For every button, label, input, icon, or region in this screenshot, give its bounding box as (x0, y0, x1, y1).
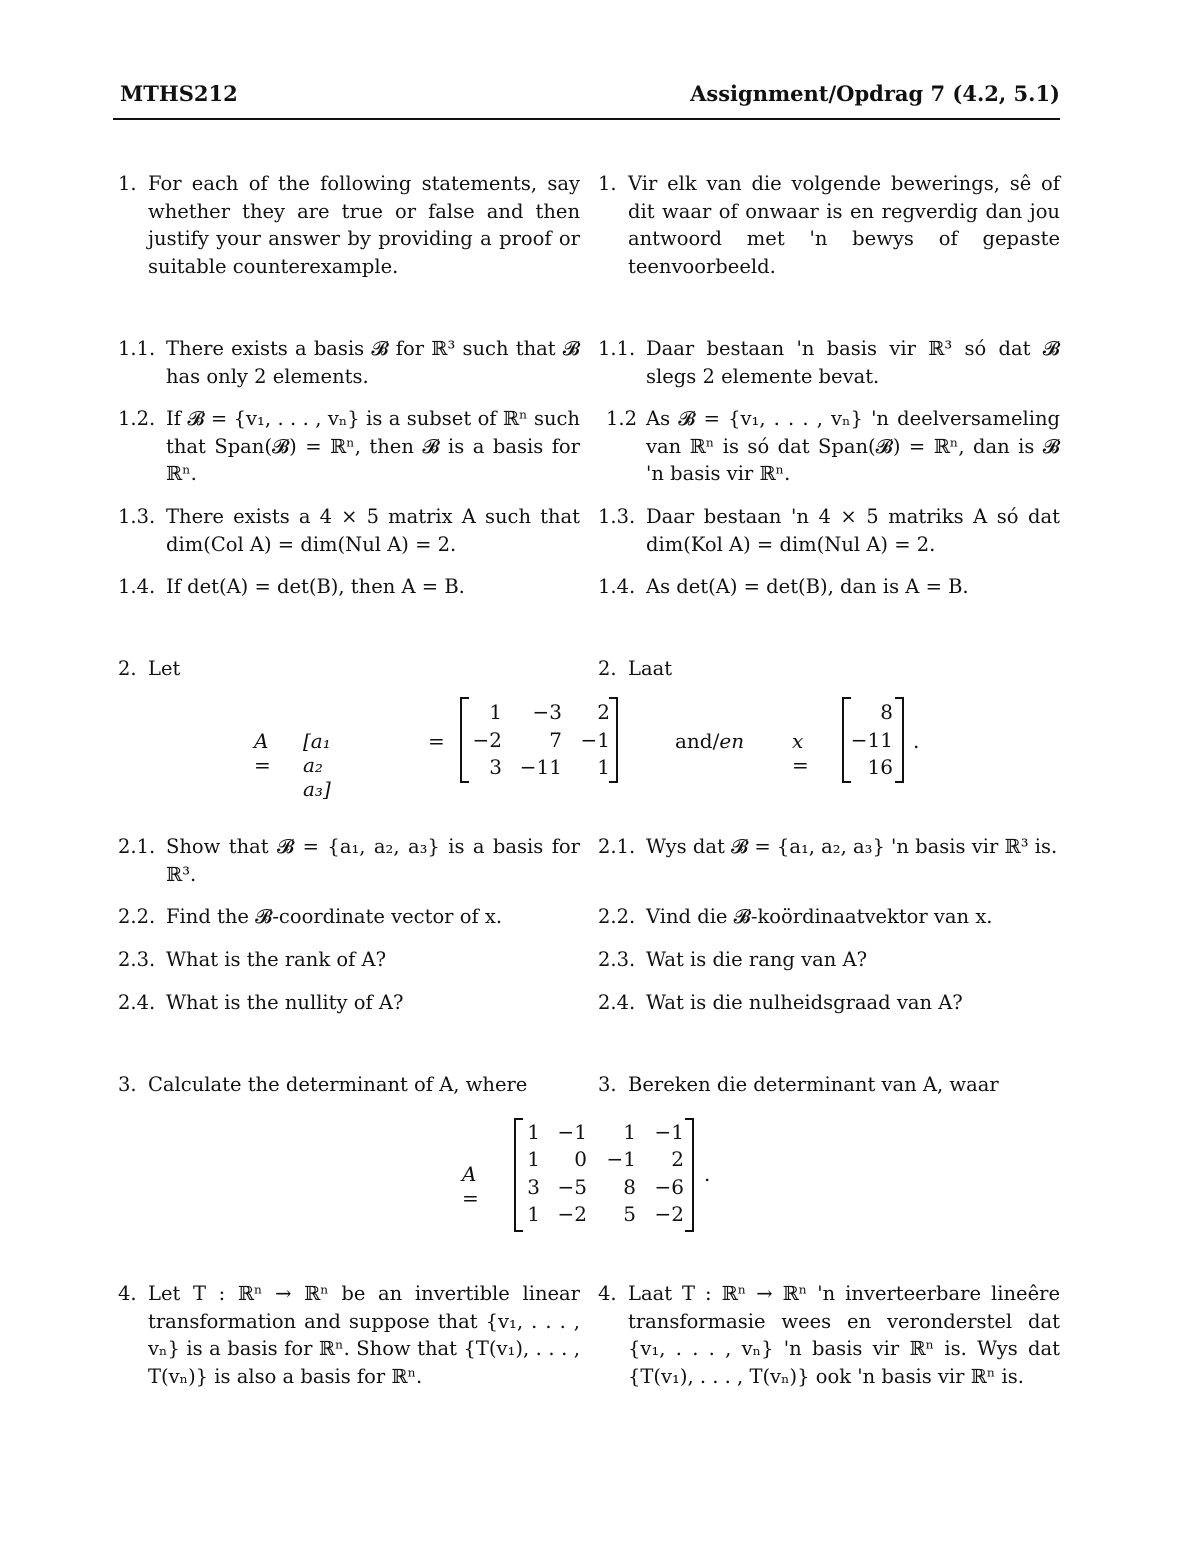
item-text: Daar bestaan 'n 4 × 5 matriks A só dat dim(Kol A) = dim(Nul A) = 2. (646, 505, 1060, 556)
item-text: Daar bestaan 'n basis vir ℝ³ só dat 𝓑 slegs 2 elemente bevat. (646, 337, 1060, 388)
q3-intro-en (118, 1071, 580, 1099)
matrix-cell: 3 (489, 755, 502, 779)
matrix-cell: −11 (519, 755, 562, 779)
q2-intro-af (598, 655, 1060, 683)
item-number: 2.1. (598, 835, 636, 858)
item-text: Wat is die nulheidsgraad van A? (646, 991, 963, 1014)
matrix-cell: 2 (597, 700, 610, 724)
q1-3-en (118, 503, 580, 558)
q1-intro-en (118, 170, 580, 280)
item-number: 2.2. (598, 905, 636, 928)
item-text: What is the nullity of A? (166, 991, 404, 1014)
q1-1-af (598, 335, 1060, 390)
matrix-cell: −1 (606, 1147, 636, 1171)
item-number: 1.2. (118, 407, 156, 430)
q2-text-en: Let (148, 657, 181, 680)
matrix-cell: 3 (527, 1175, 540, 1199)
conjunction (675, 729, 744, 753)
q1-4-en (118, 573, 580, 601)
q2-text-af: Laat (628, 657, 673, 680)
eq-lhs: A = (254, 729, 271, 777)
matrix-cell: 1 (489, 700, 502, 724)
q1-text-af: Vir elk van die volgende bewerings, sê of dit waar of onwaar is en regverdig dan jou antwoord met 'n bewys of gepaste teenvoorbeeld. (628, 172, 1060, 278)
matrix-cell: −3 (532, 700, 562, 724)
eq-period: . (704, 1162, 711, 1186)
q4-text-af: Laat T : ℝⁿ → ℝⁿ 'n inverteerbare lineêre transformasie wees en veronderstel dat {v₁, . . . , vₙ} 'n basis vir ℝⁿ is. Wys dat {T(v₁), . . . , T(vₙ)} ook 'n basis vir ℝⁿ is. (628, 1282, 1060, 1388)
item-text: Wat is die rang van A? (646, 948, 868, 971)
vector-cell: 16 (867, 755, 893, 779)
item-text: Wys dat 𝓑 = {a₁, a₂, a₃} 'n basis vir ℝ³ is. (646, 835, 1058, 858)
matrix-cell: −5 (557, 1175, 587, 1199)
item-text: There exists a 4 × 5 matrix A such that dim(Col A) = dim(Nul A) = 2. (166, 505, 580, 556)
q1-number-af: 1. (598, 172, 617, 195)
item-text: Vind die 𝓑-koördinaatvektor van x. (646, 905, 993, 928)
q1-intro-af (598, 170, 1060, 280)
matrix-cell: −1 (580, 728, 610, 752)
item-text: If 𝓑 = {v₁, . . . , vₙ} is a subset of ℝⁿ such that Span(𝓑) = ℝⁿ, then 𝓑 is a basis for ℝⁿ. (166, 407, 580, 485)
eq-sign: = (428, 729, 445, 753)
q2-intro-en (118, 655, 580, 683)
assignment-title: Assignment/Opdrag 7 (4.2, 5.1) (690, 81, 1060, 106)
matrix-cell: 1 (527, 1202, 540, 1226)
matrix-cell: 2 (671, 1147, 684, 1171)
q2-1-en (118, 833, 580, 888)
item-number: 2.4. (598, 991, 636, 1014)
q1-number-en: 1. (118, 172, 137, 195)
header-rule (113, 118, 1060, 120)
matrix-cell: 7 (549, 728, 562, 752)
item-number: 2.2. (118, 905, 156, 928)
matrix-cell: −6 (654, 1175, 684, 1199)
item-text: Find the 𝓑-coordinate vector of x. (166, 905, 503, 928)
matrix-cell: 1 (527, 1120, 540, 1144)
q3-text-en: Calculate the determinant of A, where (148, 1073, 528, 1096)
course-code: MTHS212 (120, 81, 238, 106)
matrix-bracket-right (685, 1118, 694, 1232)
q1-4-af (598, 573, 1060, 601)
q2-4-en (118, 989, 580, 1017)
matrix-cell: −2 (557, 1202, 587, 1226)
q3-number-en: 3. (118, 1073, 137, 1096)
matrix-cell: −1 (654, 1120, 684, 1144)
vector-bracket-right (895, 697, 904, 783)
q2-number-en: 2. (118, 657, 137, 680)
eq-columns: [a₁ a₂ a₃] (303, 729, 331, 801)
item-text: There exists a basis 𝓑 for ℝ³ such that 𝓑 has only 2 elements. (166, 337, 580, 388)
q1-2-af (598, 405, 1060, 488)
q2-3-af (598, 946, 1060, 974)
item-number: 1.4. (118, 575, 156, 598)
q3-number-af: 3. (598, 1073, 617, 1096)
matrix-cell: 1 (527, 1147, 540, 1171)
q3-intro-af (598, 1071, 1060, 1099)
q2-4-af (598, 989, 1060, 1017)
item-number: 2.3. (598, 948, 636, 971)
item-text: Show that 𝓑 = {a₁, a₂, a₃} is a basis for ℝ³. (166, 835, 580, 886)
item-number: 2.3. (118, 948, 156, 971)
q2-2-af (598, 903, 1060, 931)
matrix-cell: −1 (557, 1120, 587, 1144)
eq-period: . (913, 729, 920, 753)
q2-number-af: 2. (598, 657, 617, 680)
matrix-cell: 1 (623, 1120, 636, 1144)
item-text: As det(A) = det(B), dan is A = B. (646, 575, 969, 598)
vector-cell: 8 (880, 700, 893, 724)
matrix-cell: 0 (574, 1147, 587, 1171)
conj-en: and/ (675, 729, 720, 753)
q1-1-en (118, 335, 580, 390)
item-number: 1.1. (118, 337, 156, 360)
item-number: 2.1. (118, 835, 156, 858)
eq-lhs: A = (462, 1162, 479, 1210)
q2-3-en (118, 946, 580, 974)
matrix-bracket-right (609, 697, 618, 783)
matrix-cell: 1 (597, 755, 610, 779)
q4-text-en: Let T : ℝⁿ → ℝⁿ be an invertible linear transformation and suppose that {v₁, . . . , vₙ} is a basis for ℝⁿ. Show that {T(v₁), . . . , T(vₙ)} is also a basis for ℝⁿ. (148, 1282, 580, 1388)
q1-3-af (598, 503, 1060, 558)
matrix-cell: 8 (623, 1175, 636, 1199)
item-number: 1.2 (606, 407, 638, 430)
q3-text-af: Bereken die determinant van A, waar (628, 1073, 999, 1096)
conj-af: en (719, 729, 745, 753)
item-number: 1.3. (118, 505, 156, 528)
matrix-cell: 5 (623, 1202, 636, 1226)
q4-af (598, 1280, 1060, 1390)
q2-2-en (118, 903, 580, 931)
matrix-cell: −2 (472, 728, 502, 752)
item-number: 1.3. (598, 505, 636, 528)
matrix-cell: −2 (654, 1202, 684, 1226)
item-text: What is the rank of A? (166, 948, 387, 971)
item-number: 1.1. (598, 337, 636, 360)
q4-number-af: 4. (598, 1282, 617, 1305)
vector-cell: −11 (850, 728, 893, 752)
x-lhs: x = (792, 729, 809, 777)
item-text: As 𝓑 = {v₁, . . . , vₙ} 'n deelversameling van ℝⁿ is só dat Span(𝓑) = ℝⁿ, dan is 𝓑 'n basis vir ℝⁿ. (646, 407, 1060, 485)
q1-text-en: For each of the following statements, say whether they are true or false and then justify your answer by providing a proof or suitable counterexample. (148, 172, 580, 278)
item-number: 2.4. (118, 991, 156, 1014)
q2-1-af (598, 833, 1060, 861)
q4-en (118, 1280, 580, 1390)
q4-number-en: 4. (118, 1282, 137, 1305)
item-text: If det(A) = det(B), then A = B. (166, 575, 465, 598)
q1-2-en (118, 405, 580, 488)
item-number: 1.4. (598, 575, 636, 598)
